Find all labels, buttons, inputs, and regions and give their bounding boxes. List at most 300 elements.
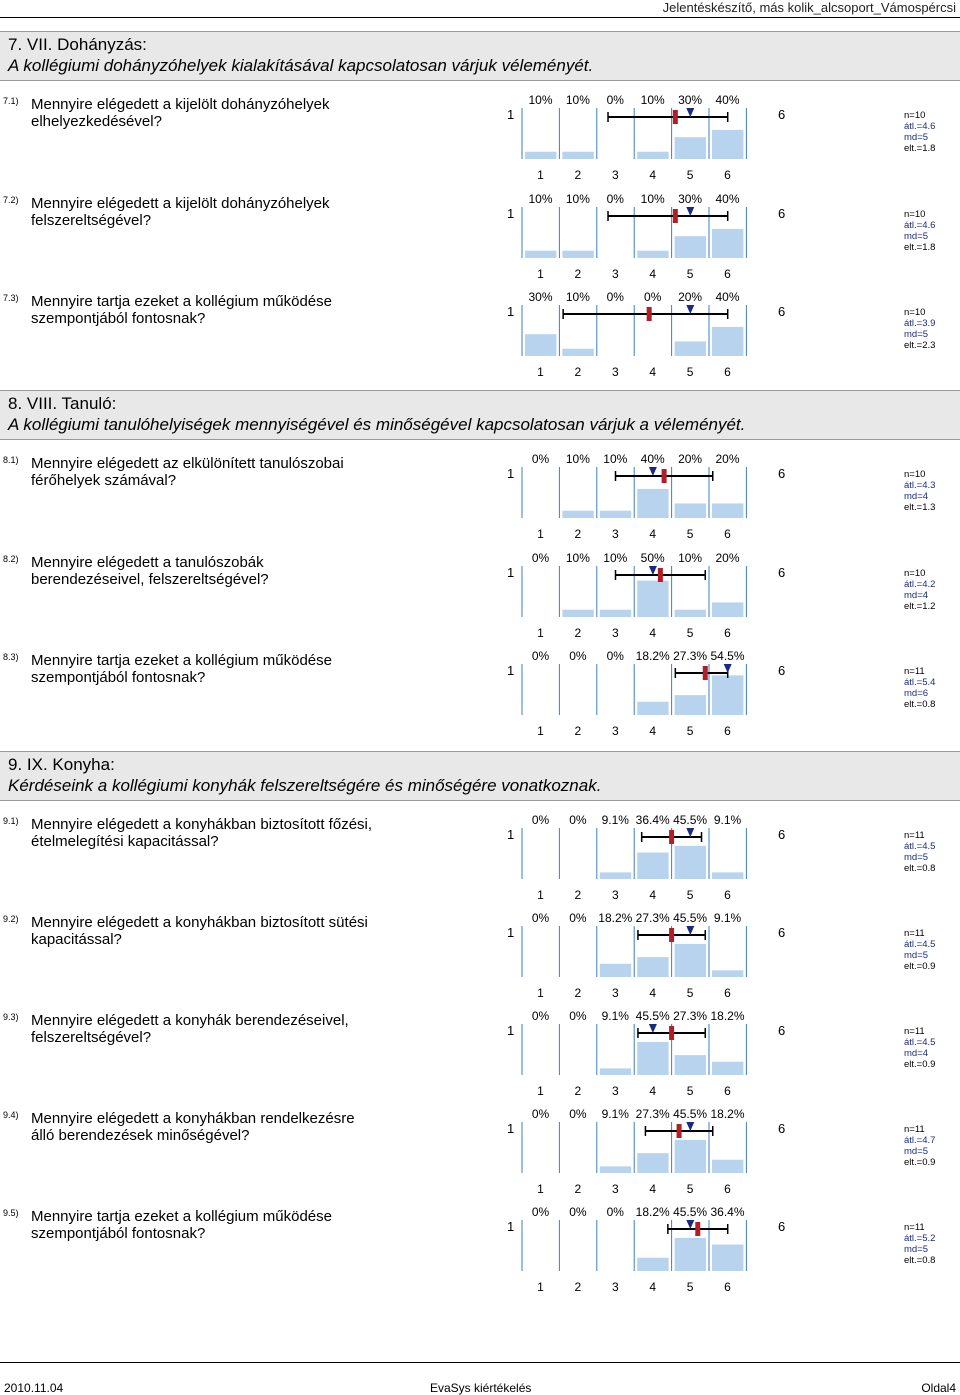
mean-marker bbox=[647, 307, 652, 321]
percent-label: 40% bbox=[640, 452, 665, 466]
median-marker bbox=[686, 305, 694, 314]
percent-label: 45.5% bbox=[673, 911, 708, 925]
stat-deviation: elt.=0.9 bbox=[904, 1059, 936, 1070]
scale-number: 3 bbox=[611, 626, 619, 640]
question-number: 8.1) bbox=[3, 455, 19, 465]
stat-deviation: elt.=0.8 bbox=[904, 699, 936, 710]
scale-number: 4 bbox=[649, 724, 657, 738]
scale-left-label: 1 bbox=[507, 1121, 515, 1136]
scale-number: 4 bbox=[649, 267, 657, 281]
header-divider bbox=[0, 17, 960, 18]
scale-number: 4 bbox=[649, 1182, 657, 1196]
scale-number: 2 bbox=[574, 724, 582, 738]
percent-label: 0% bbox=[531, 813, 550, 827]
mean-marker bbox=[677, 1124, 682, 1138]
percent-label: 10% bbox=[565, 551, 590, 565]
scale-number: 6 bbox=[724, 267, 731, 281]
scale-number: 4 bbox=[649, 888, 657, 902]
stat-deviation: elt.=1.3 bbox=[904, 502, 936, 513]
distribution-bar bbox=[525, 251, 556, 258]
scale-number: 5 bbox=[686, 1084, 694, 1098]
question-block bbox=[0, 813, 960, 912]
scale-number: 4 bbox=[649, 527, 657, 541]
scale-number: 6 bbox=[724, 1280, 731, 1294]
distribution-chart bbox=[0, 816, 960, 912]
question-text: Mennyire tartja ezeket a kollégium működése szempontjából fontosnak? bbox=[31, 293, 332, 327]
scale-number: 5 bbox=[686, 1182, 694, 1196]
stat-n: n=10 bbox=[904, 307, 926, 318]
question-number: 9.3) bbox=[3, 1012, 19, 1022]
scale-number: 4 bbox=[649, 1084, 657, 1098]
stat-mean: átl.=4.2 bbox=[904, 579, 936, 590]
scale-number: 1 bbox=[537, 1280, 544, 1294]
median-marker bbox=[649, 566, 657, 575]
percent-label: 0% bbox=[644, 290, 662, 304]
question-number: 9.2) bbox=[3, 914, 19, 924]
mean-marker bbox=[695, 1222, 700, 1236]
footer-date: 2010.11.04 bbox=[4, 1381, 64, 1395]
distribution-bar bbox=[637, 702, 668, 715]
percent-label: 10% bbox=[603, 452, 628, 466]
scale-number: 5 bbox=[686, 527, 694, 541]
question-number: 9.4) bbox=[3, 1110, 19, 1120]
distribution-bar bbox=[562, 610, 593, 617]
stat-n: n=10 bbox=[904, 469, 926, 480]
percent-label: 0% bbox=[569, 1205, 587, 1219]
distribution-bar bbox=[675, 944, 706, 977]
stat-deviation: elt.=1.8 bbox=[904, 242, 936, 253]
scale-number: 4 bbox=[649, 986, 657, 1000]
scale-number: 2 bbox=[574, 168, 582, 182]
question-block bbox=[0, 649, 960, 748]
distribution-chart bbox=[0, 293, 960, 389]
percent-label: 40% bbox=[715, 93, 740, 107]
scale-right-label: 6 bbox=[778, 304, 786, 319]
scale-left-label: 1 bbox=[507, 107, 515, 122]
distribution-bar bbox=[675, 1055, 706, 1075]
scale-number: 2 bbox=[574, 986, 582, 1000]
stat-median: md=5 bbox=[904, 329, 929, 340]
question-text: Mennyire elégedett a konyhákban biztosított főzési, ételmelegítési kapacitással? bbox=[31, 816, 373, 850]
stat-n: n=11 bbox=[904, 1222, 925, 1233]
distribution-bar bbox=[712, 503, 743, 518]
scale-number: 2 bbox=[574, 1280, 582, 1294]
scale-number: 6 bbox=[724, 1084, 731, 1098]
scale-number: 2 bbox=[574, 267, 582, 281]
question-number: 7.1) bbox=[3, 96, 19, 106]
percent-label: 30% bbox=[678, 192, 703, 206]
percent-label: 30% bbox=[678, 93, 703, 107]
section-subtitle: A kollégiumi dohányzóhelyek kialakításával kapcsolatosan várjuk véleményét. bbox=[8, 56, 594, 75]
mean-marker bbox=[658, 568, 663, 582]
scale-right-label: 6 bbox=[778, 107, 786, 122]
distribution-bar bbox=[675, 137, 706, 159]
percent-label: 27.3% bbox=[673, 649, 708, 663]
scale-left-label: 1 bbox=[507, 565, 515, 580]
percent-label: 0% bbox=[531, 551, 550, 565]
stats-block bbox=[904, 1026, 935, 1070]
scale-number: 6 bbox=[724, 986, 731, 1000]
percent-label: 18.2% bbox=[635, 649, 670, 663]
percent-label: 0% bbox=[531, 452, 550, 466]
scale-number: 3 bbox=[611, 527, 619, 541]
section-title: 7. VII. Dohányzás: bbox=[8, 35, 147, 54]
scale-left-label: 1 bbox=[507, 1219, 515, 1234]
scale-number: 5 bbox=[686, 1280, 694, 1294]
question-text: Mennyire elégedett a konyhák berendezéseivel, felszereltségével? bbox=[31, 1012, 349, 1046]
stats-block bbox=[904, 1124, 935, 1168]
stats-block bbox=[904, 469, 935, 513]
scale-number: 5 bbox=[686, 626, 694, 640]
median-marker bbox=[724, 664, 732, 673]
median-marker bbox=[686, 926, 694, 935]
section-title: 9. IX. Konyha: bbox=[8, 755, 115, 774]
distribution-bar bbox=[712, 229, 743, 258]
percent-label: 10% bbox=[528, 93, 553, 107]
distribution-bar bbox=[712, 675, 743, 715]
stats-block bbox=[904, 209, 935, 253]
footer-divider bbox=[0, 1362, 960, 1363]
section-kitchen bbox=[0, 751, 960, 801]
question-block bbox=[0, 551, 960, 650]
stat-mean: átl.=4.6 bbox=[904, 121, 936, 132]
distribution-bar bbox=[637, 1153, 668, 1173]
stat-n: n=11 bbox=[904, 1026, 925, 1037]
scale-number: 1 bbox=[537, 527, 544, 541]
distribution-bar bbox=[712, 327, 743, 356]
median-marker bbox=[686, 1122, 694, 1131]
percent-label: 0% bbox=[569, 813, 587, 827]
mean-marker bbox=[669, 1026, 674, 1040]
question-number: 9.1) bbox=[3, 816, 19, 826]
stats-block bbox=[904, 928, 935, 972]
stat-mean: átl.=3.9 bbox=[904, 318, 936, 329]
percent-label: 20% bbox=[715, 551, 740, 565]
percent-label: 10% bbox=[565, 192, 590, 206]
percent-label: 10% bbox=[640, 192, 665, 206]
scale-number: 2 bbox=[574, 527, 582, 541]
question-text: Mennyire tartja ezeket a kollégium működése szempontjából fontosnak? bbox=[31, 1208, 332, 1242]
stat-median: md=5 bbox=[904, 231, 929, 242]
section-study bbox=[0, 390, 960, 440]
scale-number: 1 bbox=[537, 1182, 544, 1196]
stat-median: md=5 bbox=[904, 950, 929, 961]
stat-n: n=11 bbox=[904, 1124, 925, 1135]
percent-label: 0% bbox=[569, 1009, 587, 1023]
scale-number: 4 bbox=[649, 626, 657, 640]
stat-deviation: elt.=2.3 bbox=[904, 340, 936, 351]
percent-label: 30% bbox=[528, 290, 553, 304]
scale-number: 5 bbox=[686, 168, 694, 182]
percent-label: 18.2% bbox=[598, 911, 633, 925]
scale-left-label: 1 bbox=[507, 925, 515, 940]
scale-right-label: 6 bbox=[778, 827, 786, 842]
question-number: 8.2) bbox=[3, 554, 19, 564]
distribution-bar bbox=[637, 853, 668, 879]
distribution-bar bbox=[637, 152, 668, 159]
stat-mean: átl.=4.6 bbox=[904, 220, 936, 231]
percent-label: 0% bbox=[606, 290, 624, 304]
mean-marker bbox=[673, 110, 678, 124]
stat-n: n=10 bbox=[904, 110, 926, 121]
scale-right-label: 6 bbox=[778, 1121, 786, 1136]
distribution-bar bbox=[675, 1238, 706, 1271]
distribution-bar bbox=[675, 236, 706, 258]
scale-number: 5 bbox=[686, 365, 694, 379]
question-number: 7.2) bbox=[3, 195, 19, 205]
percent-label: 10% bbox=[565, 93, 590, 107]
scale-number: 3 bbox=[611, 1280, 619, 1294]
scale-number: 2 bbox=[574, 1084, 582, 1098]
distribution-bar bbox=[712, 970, 743, 977]
median-marker bbox=[649, 1024, 657, 1033]
median-marker bbox=[686, 108, 694, 117]
mean-marker bbox=[669, 830, 674, 844]
stat-deviation: elt.=1.2 bbox=[904, 601, 936, 612]
percent-label: 10% bbox=[603, 551, 628, 565]
stat-median: md=4 bbox=[904, 590, 929, 601]
scale-left-label: 1 bbox=[507, 663, 515, 678]
distribution-bar bbox=[600, 964, 631, 977]
scale-left-label: 1 bbox=[507, 827, 515, 842]
stat-deviation: elt.=0.8 bbox=[904, 1255, 936, 1266]
distribution-bar bbox=[675, 341, 706, 356]
percent-label: 0% bbox=[606, 649, 624, 663]
section-subtitle: A kollégiumi tanulóhelyiségek mennyiségével és minőségével kapcsolatosan várjuk a véleményét. bbox=[8, 415, 746, 434]
scale-number: 1 bbox=[537, 365, 544, 379]
scale-number: 5 bbox=[686, 888, 694, 902]
distribution-bar bbox=[600, 610, 631, 617]
percent-label: 40% bbox=[715, 192, 740, 206]
distribution-bar bbox=[562, 349, 593, 356]
stat-n: n=10 bbox=[904, 568, 926, 579]
percent-label: 0% bbox=[569, 911, 587, 925]
distribution-bar bbox=[637, 957, 668, 977]
percent-label: 0% bbox=[606, 93, 624, 107]
mean-marker bbox=[673, 209, 678, 223]
distribution-bar bbox=[712, 602, 743, 617]
percent-label: 0% bbox=[569, 1107, 587, 1121]
scale-number: 6 bbox=[724, 1182, 731, 1196]
stats-block bbox=[904, 307, 935, 351]
scale-number: 6 bbox=[724, 626, 731, 640]
percent-label: 0% bbox=[531, 1009, 550, 1023]
stat-median: md=4 bbox=[904, 1048, 929, 1059]
distribution-chart bbox=[0, 1110, 960, 1206]
scale-right-label: 6 bbox=[778, 663, 786, 678]
distribution-bar bbox=[675, 695, 706, 715]
question-block bbox=[0, 93, 960, 192]
scale-number: 3 bbox=[611, 267, 619, 281]
question-text: Mennyire elégedett a tanulószobák berendezéseivel, felszereltségével? bbox=[31, 554, 269, 588]
distribution-bar bbox=[637, 1042, 668, 1075]
scale-number: 1 bbox=[537, 986, 544, 1000]
distribution-chart bbox=[0, 1012, 960, 1108]
question-text: Mennyire elégedett a konyhákban biztosított sütési kapacitással? bbox=[31, 914, 368, 948]
distribution-bar bbox=[712, 1245, 743, 1271]
percent-label: 9.1% bbox=[601, 813, 629, 827]
percent-label: 45.5% bbox=[673, 813, 708, 827]
percent-label: 45.5% bbox=[673, 1107, 708, 1121]
percent-label: 50% bbox=[640, 551, 665, 565]
scale-number: 1 bbox=[537, 1084, 544, 1098]
median-marker bbox=[649, 467, 657, 476]
percent-label: 54.5% bbox=[710, 649, 745, 663]
stat-n: n=11 bbox=[904, 928, 925, 939]
question-text: Mennyire elégedett a konyhákban rendelkezésre álló berendezések minőségével? bbox=[31, 1110, 355, 1144]
question-number: 7.3) bbox=[3, 293, 19, 303]
percent-label: 20% bbox=[678, 452, 703, 466]
percent-label: 0% bbox=[531, 1107, 550, 1121]
percent-label: 36.4% bbox=[710, 1205, 745, 1219]
scale-number: 5 bbox=[686, 724, 694, 738]
percent-label: 18.2% bbox=[710, 1107, 745, 1121]
scale-right-label: 6 bbox=[778, 206, 786, 221]
question-block bbox=[0, 452, 960, 551]
stat-deviation: elt.=1.8 bbox=[904, 143, 936, 154]
stat-deviation: elt.=0.8 bbox=[904, 863, 936, 874]
mean-marker bbox=[703, 666, 708, 680]
question-text: Mennyire elégedett a kijelölt dohányzóhelyek felszereltségével? bbox=[31, 195, 330, 229]
scale-number: 1 bbox=[537, 888, 544, 902]
distribution-bar bbox=[675, 846, 706, 879]
stat-median: md=5 bbox=[904, 852, 929, 863]
percent-label: 45.5% bbox=[673, 1205, 708, 1219]
percent-label: 36.4% bbox=[635, 813, 670, 827]
percent-label: 40% bbox=[715, 290, 740, 304]
stats-block bbox=[904, 568, 935, 612]
stat-median: md=5 bbox=[904, 1244, 929, 1255]
stats-block bbox=[904, 830, 935, 874]
distribution-chart bbox=[0, 455, 960, 551]
scale-number: 6 bbox=[724, 168, 731, 182]
percent-label: 27.3% bbox=[673, 1009, 708, 1023]
percent-label: 20% bbox=[715, 452, 740, 466]
distribution-bar bbox=[600, 1068, 631, 1075]
stat-mean: átl.=4.5 bbox=[904, 1037, 936, 1048]
distribution-bar bbox=[637, 1258, 668, 1271]
scale-number: 2 bbox=[574, 1182, 582, 1196]
stat-median: md=5 bbox=[904, 1146, 929, 1157]
question-number: 8.3) bbox=[3, 652, 19, 662]
section-title: 8. VIII. Tanuló: bbox=[8, 394, 117, 413]
question-number: 9.5) bbox=[3, 1208, 19, 1218]
scale-number: 1 bbox=[537, 168, 544, 182]
question-block bbox=[0, 911, 960, 1010]
scale-number: 6 bbox=[724, 527, 731, 541]
scale-number: 6 bbox=[724, 365, 731, 379]
median-marker bbox=[686, 1220, 694, 1229]
stat-median: md=4 bbox=[904, 491, 929, 502]
distribution-chart bbox=[0, 652, 960, 748]
distribution-bar bbox=[525, 152, 556, 159]
scale-left-label: 1 bbox=[507, 206, 515, 221]
footer-center: EvaSys kiértékelés bbox=[430, 1381, 532, 1395]
scale-number: 1 bbox=[537, 626, 544, 640]
percent-label: 9.1% bbox=[713, 911, 742, 925]
distribution-bar bbox=[562, 511, 593, 518]
section-smoking bbox=[0, 31, 960, 81]
stat-median: md=5 bbox=[904, 132, 929, 143]
stat-deviation: elt.=0.9 bbox=[904, 961, 936, 972]
question-block bbox=[0, 192, 960, 291]
distribution-bar bbox=[600, 1166, 631, 1173]
distribution-bar bbox=[637, 489, 668, 518]
scale-number: 3 bbox=[611, 888, 619, 902]
scale-right-label: 6 bbox=[778, 565, 786, 580]
scale-number: 2 bbox=[574, 365, 582, 379]
percent-label: 0% bbox=[531, 649, 550, 663]
percent-label: 27.3% bbox=[635, 1107, 670, 1121]
distribution-bar bbox=[562, 251, 593, 258]
median-marker bbox=[686, 828, 694, 837]
section-subtitle: Kérdéseink a kollégiumi konyhák felszereltségére és minőségére vonatkoznak. bbox=[8, 776, 602, 795]
distribution-bar bbox=[637, 251, 668, 258]
report-header-title: Jelentéskészítő, más kolik_alcsoport_Vámospércsi bbox=[662, 0, 956, 15]
percent-label: 10% bbox=[565, 452, 590, 466]
scale-number: 6 bbox=[724, 724, 731, 738]
stat-mean: átl.=4.5 bbox=[904, 841, 936, 852]
percent-label: 18.2% bbox=[635, 1205, 670, 1219]
percent-label: 45.5% bbox=[635, 1009, 670, 1023]
stats-block bbox=[904, 110, 935, 154]
scale-number: 3 bbox=[611, 724, 619, 738]
distribution-bar bbox=[712, 1062, 743, 1075]
stats-block bbox=[904, 666, 935, 710]
question-block bbox=[0, 290, 960, 389]
mean-marker bbox=[662, 469, 667, 483]
scale-number: 1 bbox=[537, 267, 544, 281]
distribution-chart bbox=[0, 1208, 960, 1304]
scale-number: 6 bbox=[724, 888, 731, 902]
percent-label: 0% bbox=[606, 1205, 624, 1219]
scale-right-label: 6 bbox=[778, 1219, 786, 1234]
percent-label: 10% bbox=[678, 551, 703, 565]
scale-number: 3 bbox=[611, 365, 619, 379]
scale-number: 3 bbox=[611, 1182, 619, 1196]
scale-number: 4 bbox=[649, 1280, 657, 1294]
scale-left-label: 1 bbox=[507, 1023, 515, 1038]
stat-n: n=10 bbox=[904, 209, 926, 220]
scale-number: 4 bbox=[649, 365, 657, 379]
percent-label: 0% bbox=[606, 192, 624, 206]
distribution-bar bbox=[712, 130, 743, 159]
stat-mean: átl.=4.3 bbox=[904, 480, 936, 491]
percent-label: 0% bbox=[531, 911, 550, 925]
mean-marker bbox=[669, 928, 674, 942]
stats-block bbox=[904, 1222, 935, 1266]
percent-label: 9.1% bbox=[601, 1107, 629, 1121]
percent-label: 10% bbox=[565, 290, 590, 304]
scale-number: 2 bbox=[574, 888, 582, 902]
percent-label: 20% bbox=[678, 290, 703, 304]
stat-mean: átl.=4.5 bbox=[904, 939, 936, 950]
question-block bbox=[0, 1009, 960, 1108]
distribution-bar bbox=[525, 334, 556, 356]
scale-number: 1 bbox=[537, 724, 544, 738]
distribution-bar bbox=[562, 152, 593, 159]
distribution-chart bbox=[0, 96, 960, 192]
stat-mean: átl.=5.2 bbox=[904, 1233, 936, 1244]
distribution-chart bbox=[0, 914, 960, 1010]
question-text: Mennyire tartja ezeket a kollégium működése szempontjából fontosnak? bbox=[31, 652, 332, 686]
stat-mean: átl.=4.7 bbox=[904, 1135, 936, 1146]
scale-right-label: 6 bbox=[778, 925, 786, 940]
distribution-bar bbox=[712, 872, 743, 879]
scale-number: 4 bbox=[649, 168, 657, 182]
percent-label: 0% bbox=[531, 1205, 550, 1219]
distribution-bar bbox=[600, 872, 631, 879]
